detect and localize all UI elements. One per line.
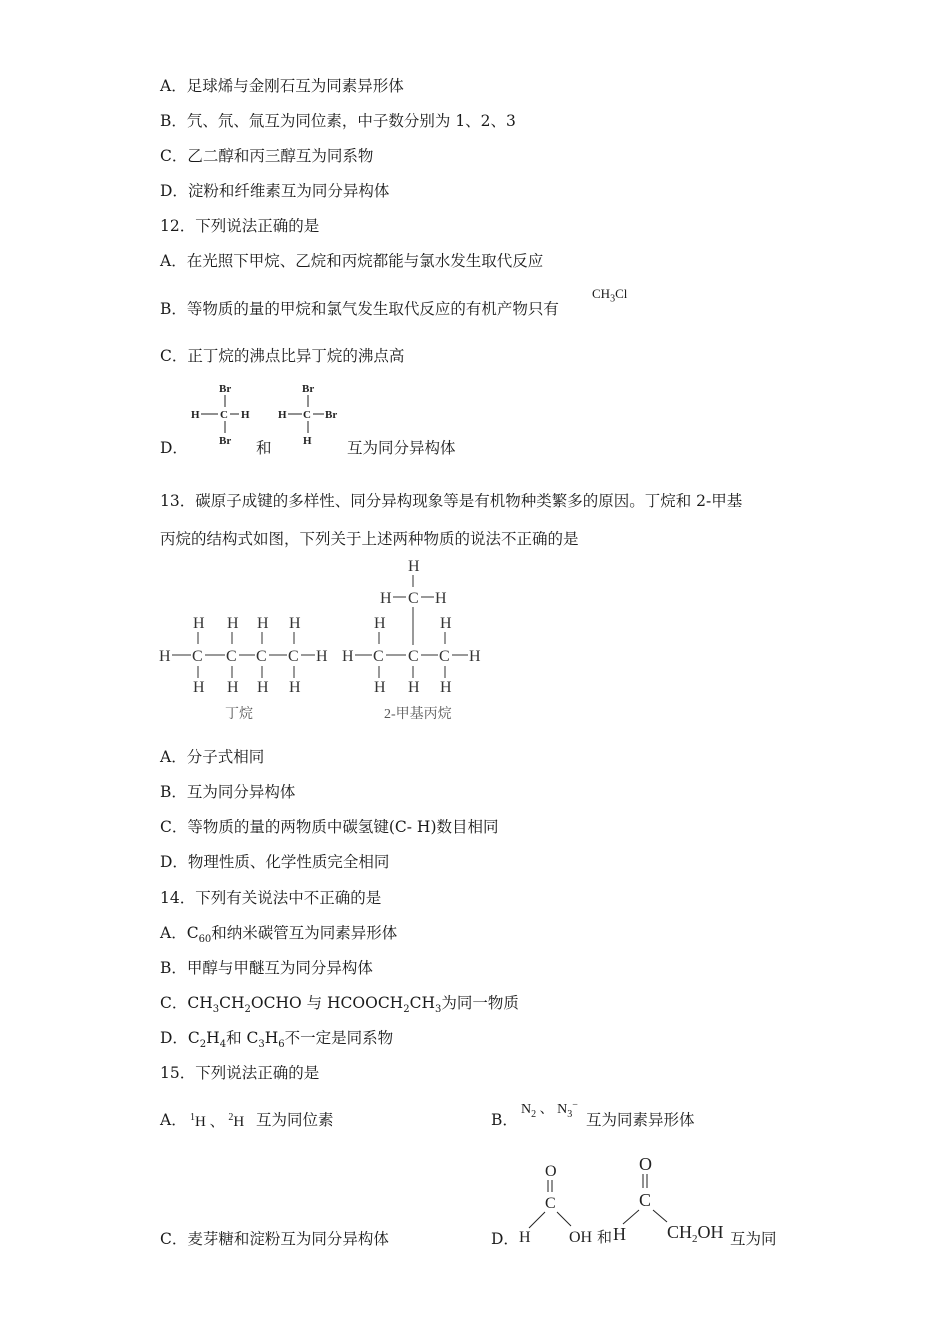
atom-h-left: H — [191, 409, 200, 421]
butane-structure — [155, 610, 335, 722]
svg-text:C: C — [226, 648, 237, 665]
svg-text:H: H — [316, 648, 328, 665]
svg-text:H: H — [469, 648, 481, 665]
q12-stem: 12．下列说法正确的是 — [160, 217, 320, 235]
atom-h-bottom: H — [303, 435, 312, 447]
svg-text:C: C — [439, 648, 450, 665]
q11-option-a: A．足球烯与金刚石互为同素异形体 — [160, 77, 404, 95]
svg-text:C: C — [408, 648, 419, 665]
atom-br-bottom: Br — [219, 435, 232, 447]
svg-text:H: H — [342, 648, 354, 665]
svg-text:OH: OH — [569, 1229, 593, 1246]
q14-option-d: D．$C_2H_4$和 $C_3H_6$不一定是同系物 — [160, 1029, 394, 1051]
svg-text:H: H — [227, 679, 239, 696]
q15-b-formulas: $N_2$ 、 $N_3^-$ — [521, 1099, 578, 1120]
atom-h-left: H — [278, 409, 287, 421]
svg-text:H: H — [435, 590, 447, 607]
q15-a-tail: 互为同位素 — [256, 1111, 334, 1129]
svg-text:H: H — [193, 615, 205, 632]
q15-option-c: C．麦芽糖和淀粉互为同分异构体 — [160, 1230, 389, 1248]
svg-text:H: H — [613, 1224, 626, 1244]
atom-c-center: C — [303, 409, 311, 421]
svg-text:H: H — [408, 558, 420, 575]
q11-option-c: C．乙二醇和丙三醇互为同系物 — [160, 147, 374, 165]
svg-text:C: C — [545, 1195, 556, 1212]
svg-text:H: H — [374, 615, 386, 632]
q15-option-d-label: D． — [491, 1230, 519, 1248]
q14-option-a: A．$C_{60}$和纳米碳管互为同素异形体 — [160, 924, 398, 946]
svg-text:和: 和 — [597, 1230, 613, 1246]
q12-b-formula: $CH_3Cl$ — [592, 286, 628, 305]
q13-stem-line-2: 丙烷的结构式如图，下列关于上述两种物质的说法不正确的是 — [160, 530, 579, 548]
q13-option-b: B．互为同分异构体 — [160, 783, 296, 801]
q12-option-c: C．正丁烷的沸点比异丁烷的沸点高 — [160, 347, 405, 365]
svg-text:H: H — [159, 648, 171, 665]
svg-text:C: C — [639, 1190, 652, 1210]
svg-text:CH2OH: $CH_2OH$ — [667, 1222, 724, 1245]
isobutane-structure — [338, 555, 498, 723]
q14-option-b: B．甲醇与甲醚互为同分异构体 — [160, 959, 373, 977]
q15-d-tail: 互为同 — [730, 1230, 777, 1248]
q15-option-b-label: B． — [491, 1111, 518, 1129]
svg-text:C: C — [256, 648, 267, 665]
q12-option-b: B．等物质的量的甲烷和氯气发生取代反应的有机产物只有 — [160, 300, 559, 318]
q15-option-a: A． — [160, 1111, 187, 1129]
q14-stem: 14．下列有关说法中不正确的是 — [160, 889, 382, 907]
q13-option-c: C．等物质的量的两物质中碳氢键(C- H)数目相同 — [160, 818, 499, 836]
q15-stem: 15．下列说法正确的是 — [160, 1064, 320, 1082]
q13-stem-line-1: 13．碳原子成键的多样性、同分异构现象等是有机物种类繁多的原因。丁烷和 2-甲基 — [160, 492, 743, 510]
q14-option-c: C．$CH_3CH_2OCHO$ 与 $HCOOCH_2CH_3$为同一物质 — [160, 994, 519, 1016]
svg-text:H: H — [257, 679, 269, 696]
atom-br-top: Br — [302, 383, 315, 395]
q12-d-structure-1 — [185, 380, 265, 450]
svg-text:C: C — [373, 648, 384, 665]
svg-text:C: C — [408, 590, 419, 607]
svg-text:H: H — [380, 590, 392, 607]
svg-text:O: O — [639, 1154, 652, 1174]
q12-d-tail: 互为同分异构体 — [347, 439, 456, 457]
svg-text:H: H — [289, 615, 301, 632]
butane-label: 丁烷 — [225, 707, 253, 722]
atom-h-right: H — [241, 409, 250, 421]
q13-option-d: D．物理性质、化学性质完全相同 — [160, 853, 390, 871]
svg-text:C: C — [192, 648, 203, 665]
q12-option-a: A．在光照下甲烷、乙烷和丙烷都能与氯水发生取代反应 — [160, 252, 544, 270]
atom-br-top: Br — [219, 383, 232, 395]
svg-text:O: O — [545, 1163, 557, 1180]
q15-b-tail: 互为同素异形体 — [586, 1111, 695, 1129]
svg-text:H: H — [374, 679, 386, 696]
svg-text:H: H — [440, 615, 452, 632]
svg-text:H: H — [257, 615, 269, 632]
svg-text:H: H — [193, 679, 205, 696]
q12-option-d-label: D． — [160, 439, 188, 457]
isobutane-label: 2-甲基丙烷 — [384, 707, 452, 722]
svg-text:C: C — [288, 648, 299, 665]
q11-option-d: D．淀粉和纤维素互为同分异构体 — [160, 182, 390, 200]
q12-d-structure-2 — [272, 380, 352, 450]
svg-text:H: H — [440, 679, 452, 696]
q11-option-b: B．氕、氘、氚互为同位素，中子数分别为 1、2、3 — [160, 112, 516, 130]
svg-text:H: H — [519, 1229, 531, 1246]
atom-br-right: Br — [325, 409, 338, 421]
q12-d-and: 和 — [256, 439, 272, 457]
svg-text:H: H — [408, 679, 420, 696]
q13-option-a: A．分子式相同 — [160, 748, 265, 766]
q15-a-isotopes: $^1$H 、 $^2$H — [190, 1112, 245, 1130]
svg-text:H: H — [289, 679, 301, 696]
atom-c-center: C — [220, 409, 228, 421]
svg-text:H: H — [227, 615, 239, 632]
